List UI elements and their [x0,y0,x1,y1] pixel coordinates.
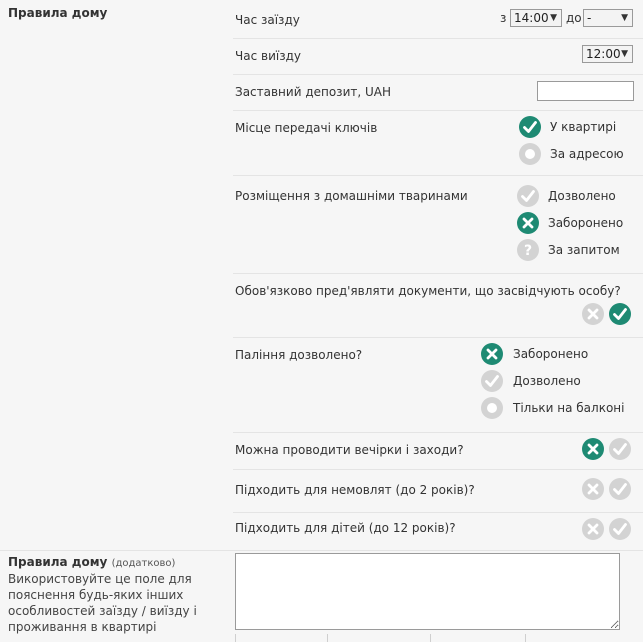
smoking-option-balcony[interactable]: Тільки на балконі [513,401,625,415]
checkin-to-prefix: до [566,11,582,25]
check-icon[interactable] [609,478,631,500]
section-title: Правила дому [8,6,108,20]
hint-line: Використовуйте це поле для [8,572,192,586]
cross-icon[interactable] [582,478,604,500]
checkout-label: Час виїзду [235,49,301,63]
extra-rules-optional: (додатково) [111,558,176,569]
bottom-divider [525,634,526,642]
pets-option-forbidden[interactable]: Заборонено [548,216,624,230]
deposit-label: Заставний депозит, UAH [235,85,391,99]
smoking-option-forbidden[interactable]: Заборонено [513,347,589,361]
checkout-value: 12:00 [586,47,621,61]
extra-rules-title [8,555,175,569]
check-icon[interactable] [609,303,631,325]
smoking-label: Паління дозволено? [235,348,363,362]
row-divider [233,175,643,176]
check-icon[interactable] [517,185,539,207]
bottom-divider [430,634,431,642]
row-divider [233,432,643,433]
radio-empty-icon[interactable] [481,397,503,419]
cross-icon[interactable] [582,303,604,325]
deposit-input[interactable] [537,81,634,101]
smoking-option-allowed[interactable]: Дозволено [513,374,581,388]
radio-empty-icon[interactable] [519,143,541,165]
hint-line: пояснення будь-яких інших [8,588,184,602]
svg-text:?: ? [523,243,533,259]
hint-line: проживання в квартирі [8,620,157,634]
keys-label: Місце передачі ключів [235,121,378,135]
cross-icon[interactable] [517,212,539,234]
checkout-select[interactable] [582,45,633,63]
children-label: Підходить для дітей (до 12 років)? [235,521,456,535]
chevron-down-icon: ▼ [621,49,628,59]
parties-label: Можна проводити вечірки і заходи? [235,443,464,457]
cross-icon[interactable] [582,518,604,540]
row-divider [233,38,643,39]
infants-label: Підходить для немовлят (до 2 років)? [235,483,475,497]
row-divider [233,512,643,513]
row-divider [233,469,643,470]
check-icon[interactable] [519,116,541,138]
check-icon[interactable] [609,438,631,460]
row-divider [233,337,643,338]
row-divider [233,110,643,111]
question-icon[interactable] [517,239,539,261]
extra-rules-title-text: Правила дому [8,555,108,569]
extra-rules-textarea[interactable] [235,553,620,630]
checkin-from-value: 14:00 [514,11,549,25]
checkin-to-value: - [587,11,592,25]
hint-line: особливостей заїзду / виїзду і [8,604,197,618]
row-divider [233,273,643,274]
row-divider [233,74,643,75]
cross-icon[interactable] [582,438,604,460]
keys-option-address[interactable]: За адресою [550,147,624,161]
checkin-label: Час заїзду [235,13,300,27]
pets-option-allowed[interactable]: Дозволено [548,189,616,203]
checkin-from-prefix: з [500,11,507,25]
pets-label: Розміщення з домашніми тваринами [235,189,468,203]
keys-option-apartment[interactable]: У квартирі [550,120,617,134]
checkin-to-select[interactable] [583,9,633,27]
check-icon[interactable] [609,518,631,540]
documents-label: Обов'язково пред'являти документи, що засвідчують особу? [235,284,621,298]
extra-rules-hint [8,571,218,635]
left-column [0,0,225,642]
bottom-divider [327,634,328,642]
section-divider [0,550,643,551]
cross-icon[interactable] [481,343,503,365]
bottom-divider [235,634,236,642]
checkin-from-select[interactable] [510,9,562,27]
chevron-down-icon: ▼ [621,13,628,23]
chevron-down-icon: ▼ [550,13,557,23]
pets-option-on-request[interactable]: За запитом [548,243,620,257]
check-icon[interactable] [481,370,503,392]
